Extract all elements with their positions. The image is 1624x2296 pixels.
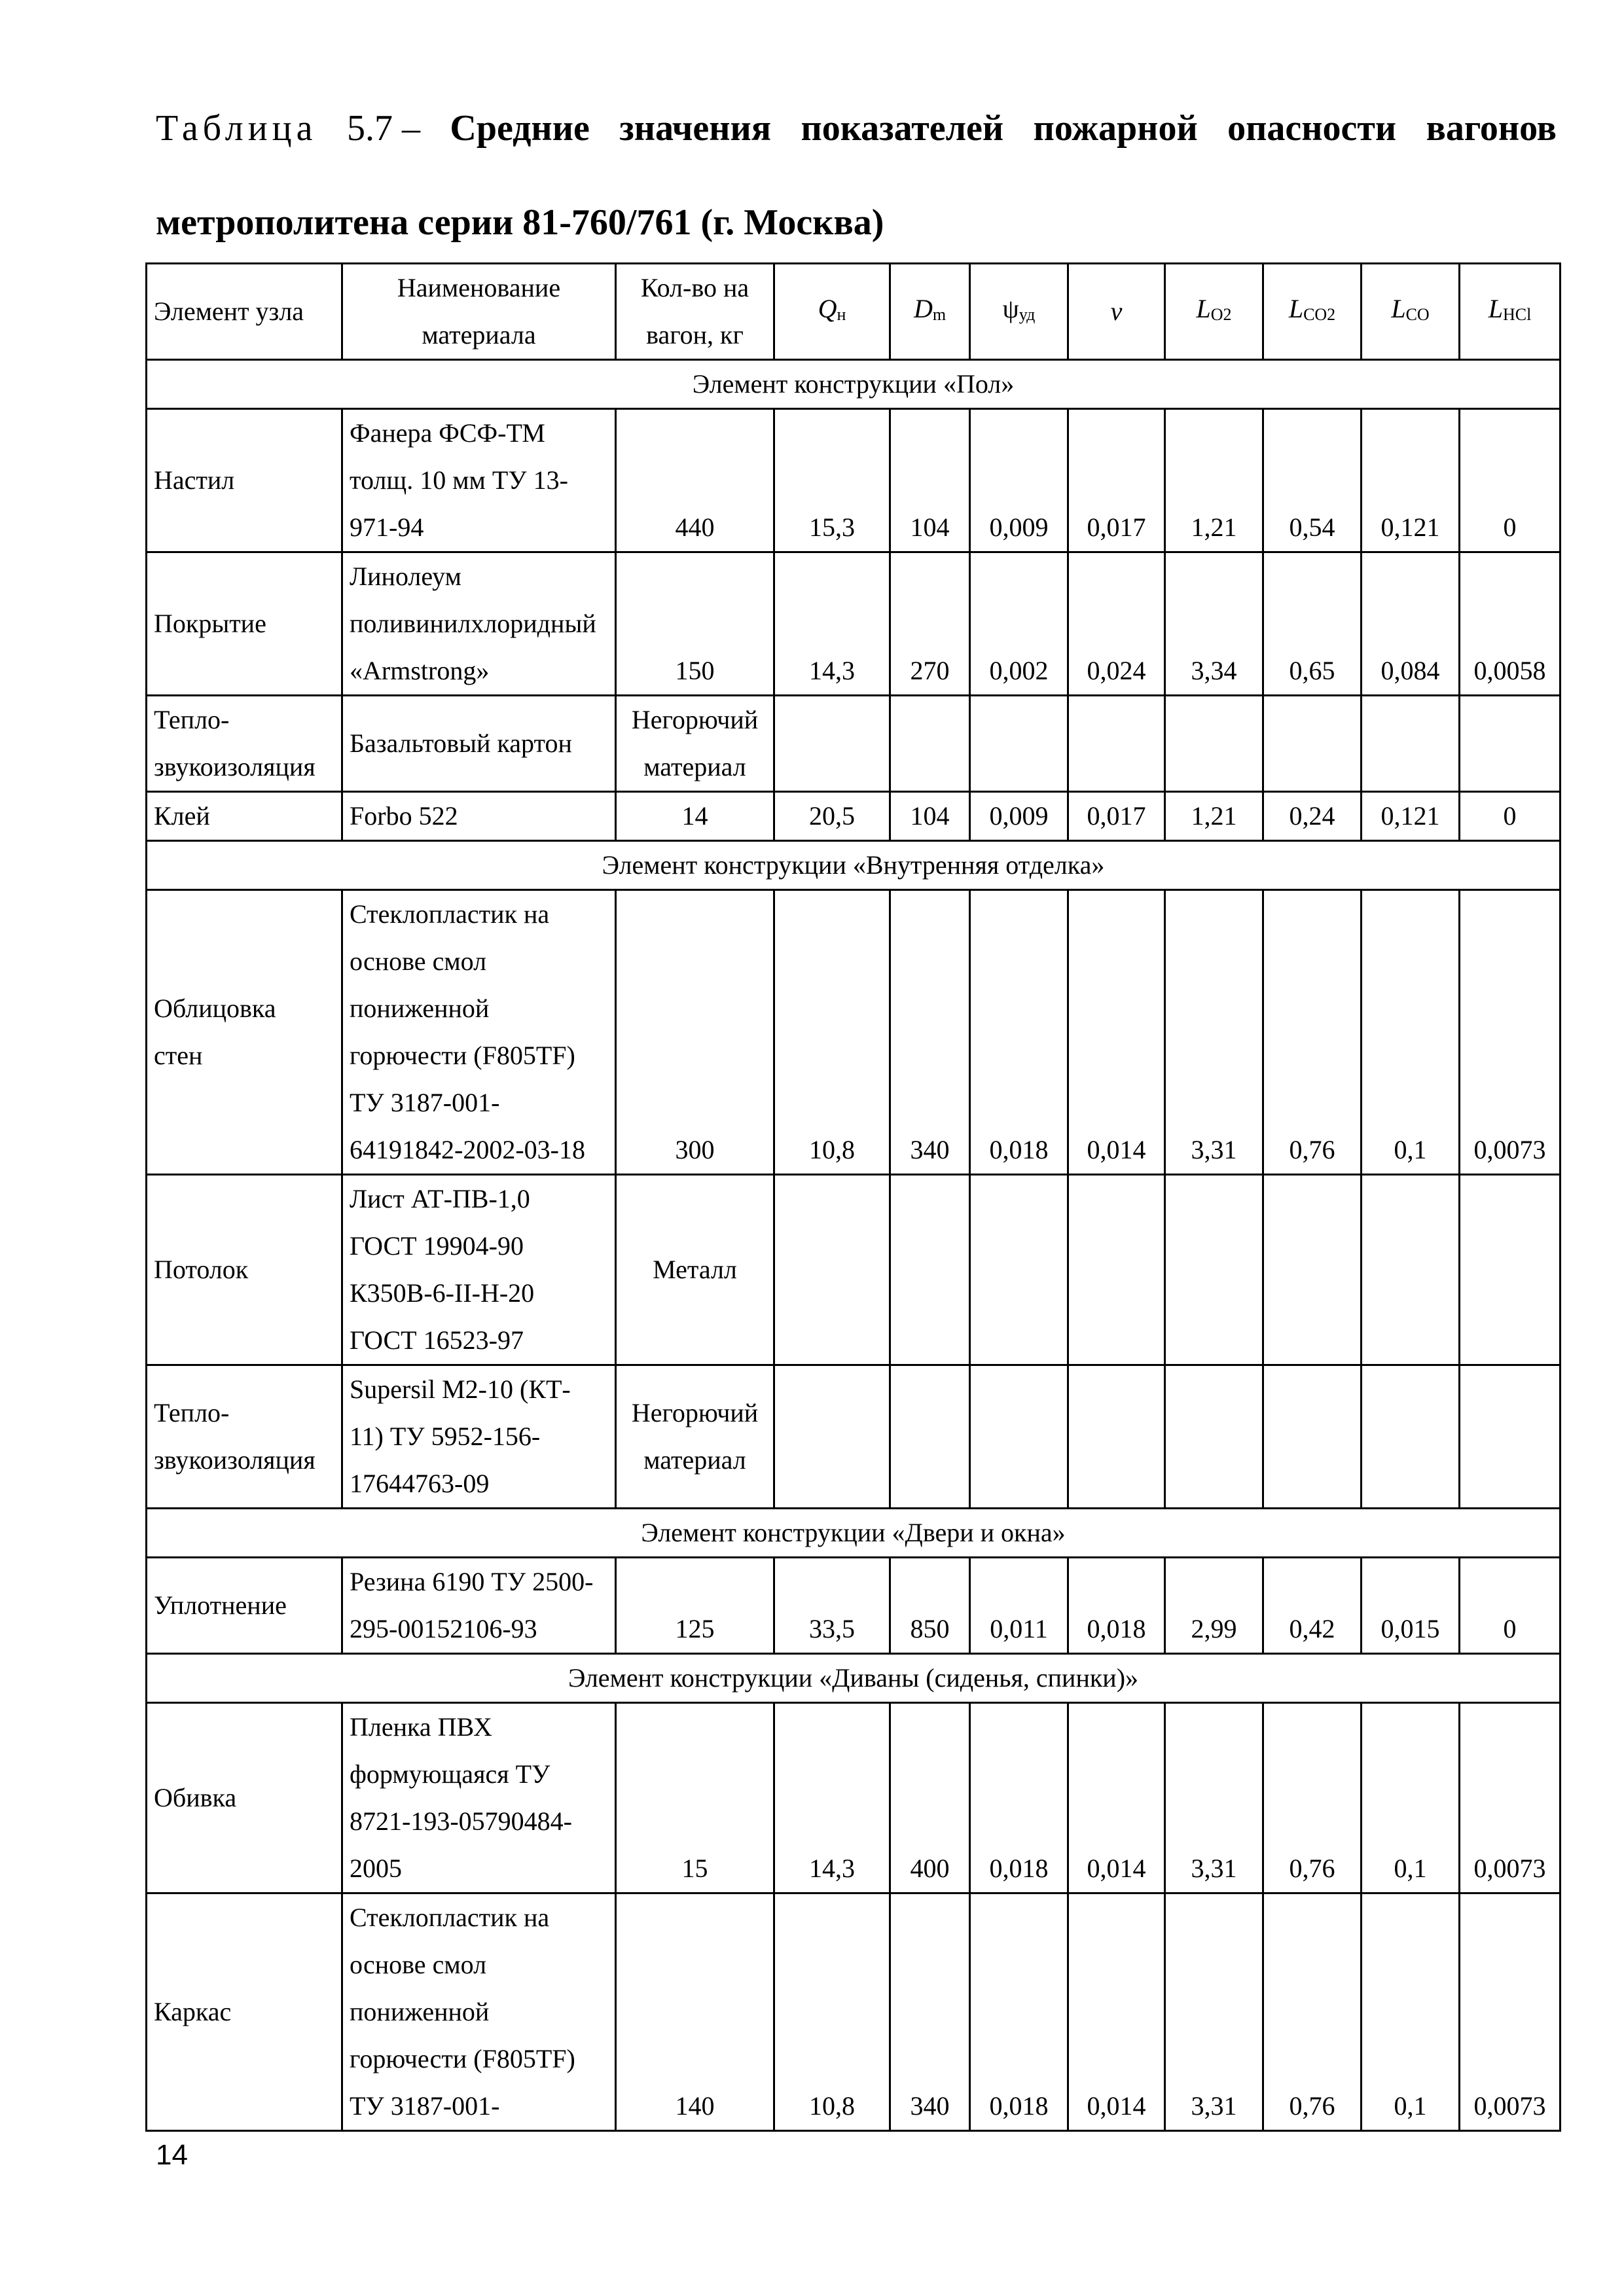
caption-number: 5.7 – — [346, 108, 420, 149]
cell-value: 0,018 — [970, 890, 1068, 1175]
cell-value — [774, 696, 890, 792]
section-row — [147, 841, 1561, 890]
cell-value: 0,76 — [1263, 1893, 1362, 2131]
cell-value: 0,0073 — [1460, 890, 1561, 1175]
material-line: Линолеум — [350, 562, 461, 591]
cell-value: 0,76 — [1263, 1703, 1362, 1893]
cell-value — [1362, 696, 1460, 792]
material-line: Стеклопластик на — [350, 899, 550, 929]
caption-word: Средние — [450, 108, 590, 149]
cell-value: 0,014 — [1068, 890, 1165, 1175]
cell-value: 0,1 — [1362, 1703, 1460, 1893]
caption-line-1 — [156, 110, 1557, 157]
cell-element — [147, 696, 342, 792]
cell-element — [147, 1365, 342, 1509]
cell-value — [1460, 696, 1561, 792]
material-line: горючести (F805TF) — [350, 1041, 575, 1070]
cell-value: 0,084 — [1362, 552, 1460, 696]
cell-element: Потолок — [147, 1175, 342, 1365]
cell-value: 0,76 — [1263, 890, 1362, 1175]
cell-value: 1,21 — [1165, 409, 1263, 552]
caption-word: показателей — [801, 108, 1004, 149]
header-row — [147, 264, 1561, 360]
qty-line: Металл — [653, 1255, 737, 1284]
cell-value — [1068, 1365, 1165, 1509]
material-line: Пленка ПВХ — [350, 1712, 493, 1742]
cell-qty — [616, 1175, 774, 1365]
cell-value — [970, 1175, 1068, 1365]
cell-value: 0,24 — [1263, 792, 1362, 841]
cell-value: 15,3 — [774, 409, 890, 552]
caption-word: вагонов — [1426, 108, 1557, 149]
material-line: Резина 6190 ТУ 2500- — [350, 1567, 594, 1596]
material-line: Стеклопластик на — [350, 1903, 550, 1932]
cell-material — [342, 890, 616, 1175]
cell-value: 0,024 — [1068, 552, 1165, 696]
cell-value — [970, 1365, 1068, 1509]
cell-element: Настил — [147, 409, 342, 552]
header-v: v — [1068, 264, 1165, 360]
cell-value: 1,21 — [1165, 792, 1263, 841]
cell-value: 0,1 — [1362, 890, 1460, 1175]
table-caption — [156, 110, 1557, 241]
cell-qty: 140 — [616, 1893, 774, 2131]
cell-qty: 150 — [616, 552, 774, 696]
section-title: Элемент конструкции «Внутренняя отделка» — [147, 841, 1561, 890]
section-title: Элемент конструкции «Пол» — [147, 360, 1561, 409]
cell-value: 0,018 — [970, 1703, 1068, 1893]
material-line: пониженной — [350, 994, 490, 1023]
cell-value — [1460, 1175, 1561, 1365]
header-lco: LCO — [1362, 264, 1460, 360]
cell-value: 33,5 — [774, 1558, 890, 1654]
cell-value — [1263, 1175, 1362, 1365]
cell-value: 0 — [1460, 792, 1561, 841]
cell-value — [1362, 1365, 1460, 1509]
header-element: Элемент узла — [147, 264, 342, 360]
cell-value: 0,002 — [970, 552, 1068, 696]
cell-value: 14,3 — [774, 552, 890, 696]
cell-value: 0 — [1460, 1558, 1561, 1654]
cell-value — [1460, 1365, 1561, 1509]
qty-line: материал — [643, 1445, 746, 1475]
material-line: горючести (F805TF) — [350, 2044, 575, 2073]
caption-word: значения — [619, 108, 772, 149]
cell-value: 0,009 — [970, 792, 1068, 841]
element-line: Облицовка — [154, 994, 276, 1023]
cell-material — [342, 1365, 616, 1509]
header-material: Наименование материала — [342, 264, 616, 360]
table-row — [147, 409, 1561, 552]
cell-value — [774, 1175, 890, 1365]
cell-material — [342, 1175, 616, 1365]
material-line: 2005 — [350, 1854, 402, 1883]
cell-qty: 14 — [616, 792, 774, 841]
cell-value — [1362, 1175, 1460, 1365]
material-line: пониженной — [350, 1997, 490, 2026]
caption-word: пожарной — [1033, 108, 1198, 149]
cell-value: 0,42 — [1263, 1558, 1362, 1654]
cell-element — [147, 890, 342, 1175]
cell-qty: 125 — [616, 1558, 774, 1654]
table-body — [147, 264, 1561, 2131]
cell-value — [1165, 1365, 1263, 1509]
qty-line: материал — [643, 752, 746, 781]
material-line: Лист АТ-ПВ-1,0 — [350, 1184, 530, 1213]
header-q: Qн — [774, 264, 890, 360]
cell-value: 3,31 — [1165, 1703, 1263, 1893]
cell-value: 104 — [890, 792, 970, 841]
caption-lead: Таблица — [156, 108, 317, 149]
cell-element: Клей — [147, 792, 342, 841]
cell-material — [342, 409, 616, 552]
cell-value: 3,34 — [1165, 552, 1263, 696]
cell-value: 0,54 — [1263, 409, 1362, 552]
cell-value: 400 — [890, 1703, 970, 1893]
cell-value: 270 — [890, 552, 970, 696]
header-lhcl: LHCl — [1460, 264, 1561, 360]
section-row — [147, 1509, 1561, 1558]
cell-material — [342, 552, 616, 696]
material-line: Supersil М2-10 (КТ- — [350, 1374, 571, 1404]
element-line: стен — [154, 1041, 203, 1070]
table-row — [147, 1893, 1561, 2131]
section-title: Элемент конструкции «Двери и окна» — [147, 1509, 1561, 1558]
material-line: ГОСТ 19904-90 — [350, 1231, 524, 1261]
cell-material — [342, 696, 616, 792]
cell-qty: 15 — [616, 1703, 774, 1893]
cell-qty: 300 — [616, 890, 774, 1175]
cell-element: Каркас — [147, 1893, 342, 2131]
cell-element: Покрытие — [147, 552, 342, 696]
cell-qty — [616, 696, 774, 792]
material-line: основе смол — [350, 1950, 487, 1979]
section-row — [147, 1654, 1561, 1703]
material-line: основе смол — [350, 946, 487, 976]
material-line: ГОСТ 16523-97 — [350, 1325, 524, 1355]
cell-value: 0,017 — [1068, 409, 1165, 552]
cell-value: 0,121 — [1362, 409, 1460, 552]
cell-value: 0,014 — [1068, 1703, 1165, 1893]
material-line: формующаяся ТУ — [350, 1759, 550, 1789]
table-row — [147, 792, 1561, 841]
material-line: толщ. 10 мм ТУ 13- — [350, 465, 568, 495]
table-row — [147, 1365, 1561, 1509]
table-row — [147, 1703, 1561, 1893]
cell-value: 3,31 — [1165, 890, 1263, 1175]
material-line: 8721-193-05790484- — [350, 1806, 572, 1836]
header-psi: ψуд — [970, 264, 1068, 360]
cell-qty — [616, 1365, 774, 1509]
cell-value: 340 — [890, 890, 970, 1175]
material-line: 11) ТУ 5952-156- — [350, 1422, 541, 1451]
cell-element: Уплотнение — [147, 1558, 342, 1654]
material-line: Forbo 522 — [350, 801, 458, 831]
cell-value: 0,018 — [970, 1893, 1068, 2131]
element-line: звукоизоляция — [154, 1445, 316, 1475]
cell-element: Обивка — [147, 1703, 342, 1893]
cell-value: 0,017 — [1068, 792, 1165, 841]
qty-line: Негорючий — [631, 1398, 759, 1427]
header-dm: Dm — [890, 264, 970, 360]
cell-value — [1068, 696, 1165, 792]
cell-value: 0,0073 — [1460, 1703, 1561, 1893]
material-line: ТУ 3187-001- — [350, 1088, 500, 1117]
cell-value: 0,121 — [1362, 792, 1460, 841]
cell-value: 850 — [890, 1558, 970, 1654]
material-line: 971-94 — [350, 512, 424, 542]
cell-value — [890, 696, 970, 792]
cell-value — [1263, 696, 1362, 792]
material-line: Базальтовый картон — [350, 728, 572, 758]
table-row — [147, 1558, 1561, 1654]
material-line: К350В-6-II-Н-20 — [350, 1278, 535, 1308]
cell-value — [890, 1175, 970, 1365]
material-line: 17644763-09 — [350, 1469, 490, 1498]
cell-value: 10,8 — [774, 1893, 890, 2131]
material-line: 64191842-2002-03-18 — [350, 1135, 585, 1164]
qty-line: Негорючий — [631, 705, 759, 734]
cell-qty: 440 — [616, 409, 774, 552]
cell-value — [1263, 1365, 1362, 1509]
cell-value: 10,8 — [774, 890, 890, 1175]
cell-value: 0,018 — [1068, 1558, 1165, 1654]
element-line: звукоизоляция — [154, 752, 316, 781]
header-lo2: LO2 — [1165, 264, 1263, 360]
page-number: 14 — [156, 2139, 188, 2171]
caption-word: опасности — [1227, 108, 1397, 149]
cell-value: 0,65 — [1263, 552, 1362, 696]
cell-value: 20,5 — [774, 792, 890, 841]
material-line: поливинилхлоридный — [350, 609, 596, 638]
cell-material — [342, 792, 616, 841]
cell-value: 2,99 — [1165, 1558, 1263, 1654]
cell-value: 0,015 — [1362, 1558, 1460, 1654]
cell-value: 0,0073 — [1460, 1893, 1561, 2131]
cell-value: 14,3 — [774, 1703, 890, 1893]
cell-value — [1068, 1175, 1165, 1365]
cell-value: 0,1 — [1362, 1893, 1460, 2131]
material-line: «Armstrong» — [350, 656, 490, 685]
cell-value: 104 — [890, 409, 970, 552]
data-table — [145, 262, 1561, 2132]
cell-value: 0,0058 — [1460, 552, 1561, 696]
caption-line-2: метрополитена серии 81-760/761 (г. Москва) — [156, 202, 884, 243]
cell-material — [342, 1558, 616, 1654]
cell-value: 0 — [1460, 409, 1561, 552]
header-lco2: LCO2 — [1263, 264, 1362, 360]
table-row — [147, 1175, 1561, 1365]
cell-value: 0,014 — [1068, 1893, 1165, 2131]
cell-value — [970, 696, 1068, 792]
section-row — [147, 360, 1561, 409]
element-line: Тепло- — [154, 705, 230, 734]
cell-value — [890, 1365, 970, 1509]
cell-value — [1165, 1175, 1263, 1365]
cell-material — [342, 1703, 616, 1893]
cell-value: 340 — [890, 1893, 970, 2131]
material-line: 295-00152106-93 — [350, 1614, 537, 1643]
table-row — [147, 696, 1561, 792]
element-line: Тепло- — [154, 1398, 230, 1427]
section-title: Элемент конструкции «Диваны (сиденья, спинки)» — [147, 1654, 1561, 1703]
table-row — [147, 552, 1561, 696]
cell-value: 0,011 — [970, 1558, 1068, 1654]
material-line: ТУ 3187-001- — [350, 2091, 500, 2121]
cell-value: 3,31 — [1165, 1893, 1263, 2131]
cell-material — [342, 1893, 616, 2131]
cell-value — [1165, 696, 1263, 792]
material-line: Фанера ФСФ-ТМ — [350, 418, 545, 448]
table-row — [147, 890, 1561, 1175]
cell-value: 0,009 — [970, 409, 1068, 552]
cell-value — [774, 1365, 890, 1509]
header-qty: Кол-во на вагон, кг — [616, 264, 774, 360]
